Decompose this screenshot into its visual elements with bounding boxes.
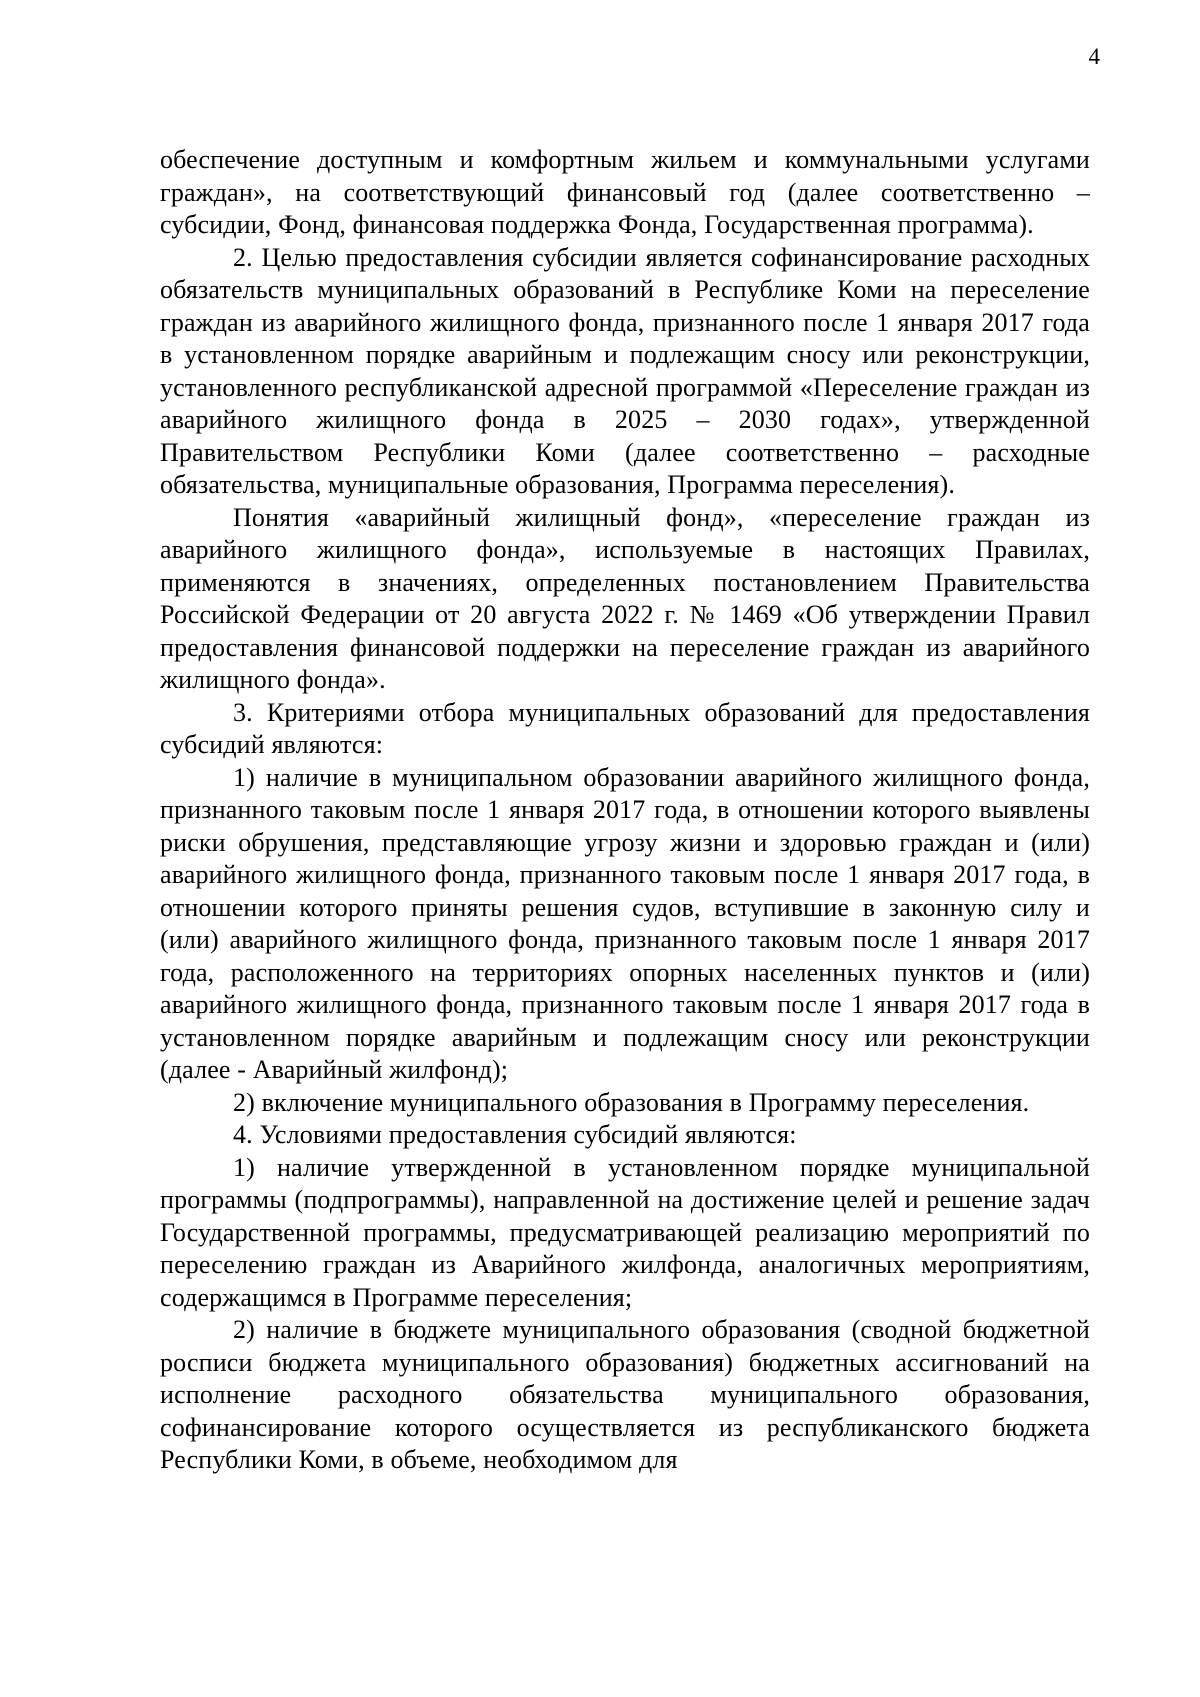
paragraph-program-definition: обеспечение доступным и комфортным жильем и коммунальными услугами граждан», на соответствующий финансовый год (далее соответственно – субсидии, Фонд, финансовая поддержка Фонда, Государственная программа). (160, 145, 1090, 239)
paragraph-selection-criteria: 3. Критериями отбора муниципальных образований для предоставления субсидий являются: (160, 697, 1090, 759)
document-body (160, 144, 1090, 1477)
page-number: 4 (1088, 44, 1100, 69)
paragraph-subsidy-conditions: 4. Условиями предоставления субсидий являются: (233, 1120, 797, 1149)
paragraph-terms-definition: Понятия «аварийный жилищный фонд», «переселение граждан из аварийного жилищного фонда», используемые в настоящих Правилах, применяются в значениях, определенных постановлением Правительства Российской Федерации от 20 августа 2022 г. № 1469 «Об утверждении Правил предоставления финансовой поддержки на переселение граждан из аварийного жилищного фонда». (160, 502, 1090, 694)
paragraph-criterion-1: 1) наличие в муниципальном образовании аварийного жилищного фонда, признанного таковым после 1 января 2017 года, в отношении которого выявлены риски обрушения, представляющие угрозу жизни и здоровью граждан и (или) аварийного жилищного фонда, признанного таковым после 1 января 2017 года, в отношении которого приняты решения судов, вступившие в законную силу и (или) аварийного жилищного фонда, признанного таковым после 1 января 2017 года, расположенного на территориях опорных населенных пунктов и (или) аварийного жилищного фонда, признанного таковым после 1 января 2017 года в установленном порядке аварийным и подлежащим сносу или реконструкции (далее - Аварийный жилфонд); (160, 762, 1090, 1084)
paragraph-criterion-2: 2) включение муниципального образования в Программу переселения. (233, 1087, 1030, 1117)
paragraph-condition-2: 2) наличие в бюджете муниципального образования (сводной бюджетной росписи бюджета муниципального образования) бюджетных ассигнований на исполнение расходного обязательства муниципального образования, софинансирование которого осуществляется из республиканского бюджета Республики Коми, в объеме, необходимом для (160, 1315, 1090, 1474)
paragraph-condition-1: 1) наличие утвержденной в установленном порядке муниципальной программы (подпрограммы), направленной на достижение целей и решение задач Государственной программы, предусматривающей реализацию мероприятий по переселению граждан из Аварийного жилфонда, аналогичных мероприятиям, содержащимся в Программе переселения; (160, 1152, 1090, 1312)
paragraph-subsidy-goal: 2. Целью предоставления субсидии является софинансирование расходных обязательств муниципальных образований в Республике Коми на переселение граждан из аварийного жилищного фонда, признанного после 1 января 2017 года в установленном порядке аварийным и подлежащим сносу или реконструкции, установленного республиканской адресной программой «Переселение граждан из аварийного жилищного фонда в 2025 – 2030 годах», утвержденной Правительством Республики Коми (далее соответственно – расходные обязательства, муниципальные образования, Программа переселения). (160, 242, 1090, 499)
